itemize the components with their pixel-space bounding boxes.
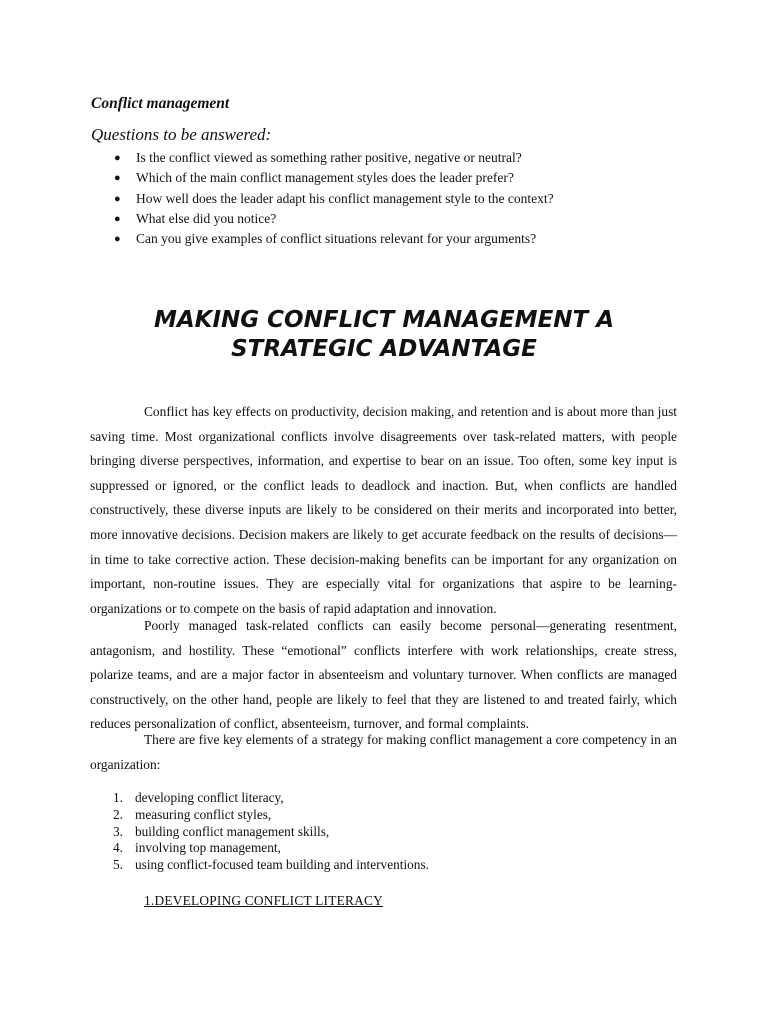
list-number: 1. [113,790,123,805]
strategy-elements-list [0,789,768,873]
question-text: How well does the leader adapt his conflict management style to the context? [136,190,554,206]
questions-heading: Questions to be answered: [91,125,272,144]
question-list [0,148,768,249]
list-number: 3. [113,823,123,839]
list-number: 2. [113,806,123,822]
list-item [0,839,768,856]
title-line-1: MAKING CONFLICT MANAGEMENT A [153,307,615,333]
list-item [0,856,768,873]
element-text: measuring conflict styles, [135,806,272,822]
question-text: Which of the main conflict management styles does the leader prefer? [136,170,514,186]
list-item [0,823,768,840]
bullet-icon: ● [114,192,121,205]
bullet-icon: ● [114,172,121,185]
paragraph-poorly-managed: Poorly managed task-related conflicts can easily become personal—generating resentment, antagonism, and hostility. These “emotional” conflicts interfere with work relationships, create stress, polarize teams, and are a major factor in absenteeism and voluntary turnover. When conflicts are managed constructively, on the other hand, people are likely to feel that they are listened to and treated fairly, which reduces personalization of conflict, absenteeism, turnover, and formal complaints. [90,618,677,732]
element-text: using conflict-focused team building and interventions. [135,857,429,873]
list-item [0,189,768,209]
list-item [0,229,768,249]
element-text: involving top management, [135,840,281,856]
list-item [0,209,768,229]
page-title [84,306,684,364]
list-number: 5. [113,857,123,873]
list-item [0,789,768,806]
list-item [0,148,768,168]
title-line-2: STRATEGIC ADVANTAGE [231,336,537,362]
question-text: Can you give examples of conflict situations relevant for your arguments? [136,231,537,247]
section-subheading: 1.DEVELOPING CONFLICT LITERACY [144,893,383,908]
bullet-icon: ● [114,212,121,225]
question-text: What else did you notice? [136,210,277,226]
section-heading: Conflict management [91,95,230,112]
bullet-icon: ● [114,233,121,246]
list-number: 4. [113,840,123,856]
paragraph-five-elements: There are five key elements of a strategy for making conflict management a core competency in an organization: [90,732,677,772]
bullet-icon: ● [114,152,121,164]
element-text: building conflict management skills, [135,823,330,839]
list-item [0,168,768,188]
question-text: Is the conflict viewed as something rather positive, negative or neutral? [136,150,522,165]
list-item [0,806,768,823]
paragraph-productivity: Conflict has key effects on productivity, decision making, and retention and is about more than just saving time. Most organizational conflicts involve disagreements over task-related matters, with people bringing diverse perspectives, information, and expertise to bear on an issue. Too often, some key input is suppressed or ignored, or the conflict leads to deadlock and inaction. But, when conflicts are handled constructively, these diverse inputs are likely to be considered on their merits and incorporated into better, more innovative decisions. Decision makers are likely to get accurate feedback on the results of decisions—in time to take corrective action. These decision-making benefits can be important for any organization on important, non-routine issues. They are especially vital for organizations that aspire to be learning-organizations or to compete on the basis of rapid adaptation and innovation. [90,404,677,616]
element-text: developing conflict literacy, [135,790,284,805]
